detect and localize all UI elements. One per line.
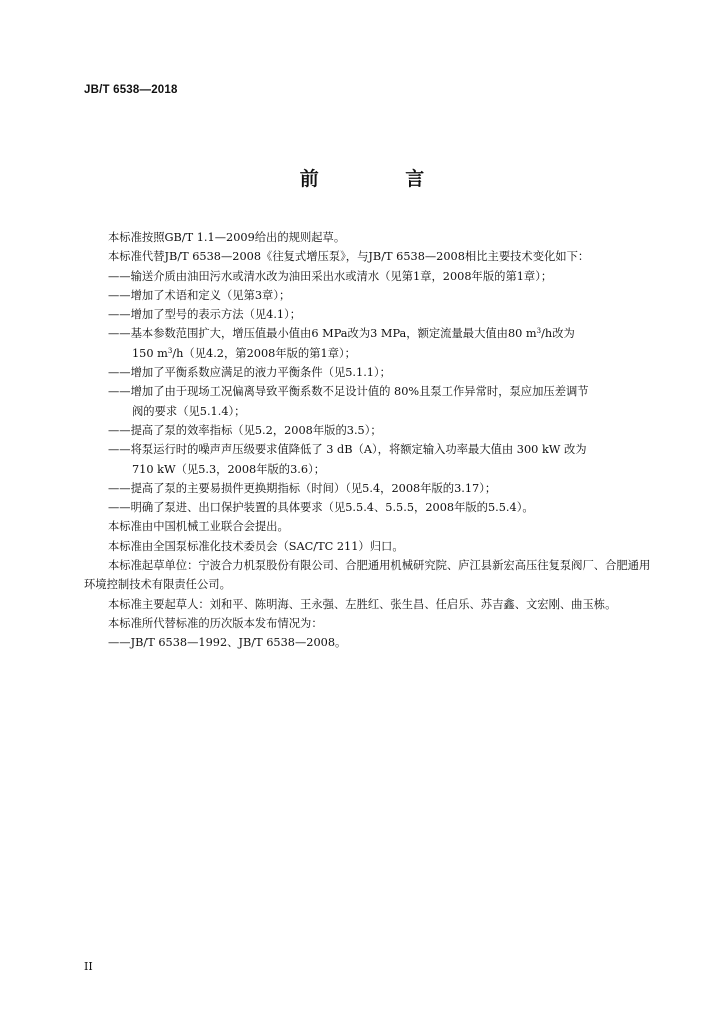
page-number: II — [84, 960, 93, 973]
paragraph-proposed-by: 本标准由中国机械工业联合会提出。 — [108, 520, 289, 534]
paragraph-drafting-rule: 本标准按照GB/T 1.1—2009给出的规则起草。 — [108, 231, 346, 244]
standard-code-header: JB/T 6538—2018 — [84, 84, 178, 96]
paragraph-drafting-units: 本标准起草单位：宁波合力机泵股份有限公司、合肥通用机械研究院、庐江县新宏高压往复泵阀厂、合肥通用环境控制技术有限责任公司。 — [84, 559, 651, 592]
change-item: ——明确了泵进、出口保护装置的具体要求（见5.5.4、5.5.5，2008年版的5.5.4）。 — [108, 501, 534, 515]
paragraph-main-drafters: 本标准主要起草人：刘和平、陈明海、王永强、左胜红、张生昌、任启乐、苏吉鑫、文宏刚、曲玉栋。 — [108, 597, 617, 611]
paragraph-replaces-standard: 本标准代替JB/T 6538—2008《往复式增压泵》，与JB/T 6538—2008相比主要技术变化如下： — [108, 250, 590, 264]
change-item: ——基本参数范围扩大，增压值最小值由6 MPa改为3 MPa，额定流量最大值由80 $m^3/h$改为 150 $m^3/h$（见4.2，第2008年版的第1章）； — [108, 327, 575, 360]
change-item: ——提高了泵的效率指标（见5.2，2008年版的3.5）； — [108, 423, 382, 437]
change-item: ——将泵运行时的噪声声压级要求值降低了 3 dB（A），将额定输入功率最大值由 300 kW 改为 710 kW（见5.3，2008年版的3.6）； — [108, 443, 587, 476]
change-list — [84, 267, 656, 518]
history-item: ——JB/T 6538—1992、JB/T 6538—2008。 — [108, 636, 347, 650]
change-item: ——提高了泵的主要易损件更换期指标（时间）（见5.4，2008年版的3.17）； — [108, 481, 497, 495]
change-item: ——增加了平衡系数应满足的液力平衡条件（见5.1.1）； — [108, 366, 391, 380]
paragraph-under-jurisdiction: 本标准由全国泵标准化技术委员会（SAC/TC 211）归口。 — [108, 539, 404, 553]
change-item: ——增加了由于现场工况偏离导致平衡系数不足设计值的 80%且泵工作异常时，泵应加压差调节 阀的要求（见5.1.4）； — [108, 385, 589, 418]
document-body — [84, 228, 656, 653]
change-item: ——增加了型号的表示方法（见4.1）； — [108, 308, 302, 322]
page-title: 前 言 — [299, 168, 465, 190]
change-item: ——输送介质由油田污水或清水改为油田采出水或清水（见第1章，2008年版的第1章）； — [108, 269, 553, 283]
paragraph-history-intro: 本标准所代替标准的历次版本发布情况为： — [108, 616, 323, 630]
change-item: ——增加了术语和定义（见第3章）； — [108, 288, 291, 302]
